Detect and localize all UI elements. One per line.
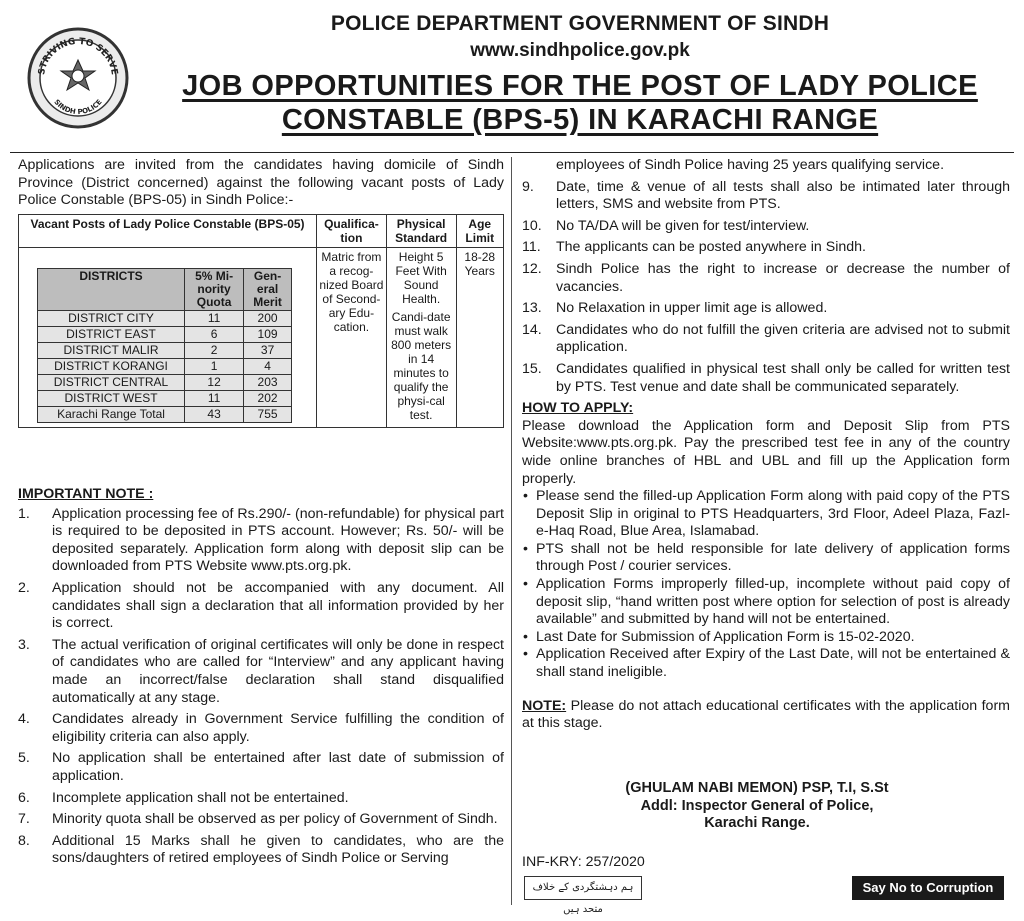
merit-value: 202 [244,391,292,407]
districts-cell [19,248,317,428]
list-item: 2. Application should not be accompanied with any document. All candidates shall sign a declaration that all information provided by her is correct. [18,579,504,632]
how-to-apply-heading: HOW TO APPLY: [522,400,634,417]
merit-value: 109 [244,327,292,343]
list-item: 1. Application processing fee of Rs.290/- (non-refundable) for physical part is required to be deposited in PTS account. However; Rs. 50/- will be deposited separately. Application form along with deposit slip can be downloaded from PTS Website www.pts.org.pk. [18,505,504,575]
list-item: 7. Minority quota shall be observed as per policy of Government of Sindh. [18,811,498,828]
signatory-designation: Addl: Inspector General of Police, [640,797,874,814]
list-item: 5. No application shall be entertained after last date of submission of application. [18,750,504,784]
table-row [38,311,292,327]
list-item: • Application Forms improperly filled-up, incomplete without paid copy of deposit slip, “hand written post where option for selection of post is already available” and submitted by hand will not be entertained. [522,576,1010,629]
list-item: • PTS shall not be held responsible for late delivery of application forms through Post / courier services. [522,541,1010,576]
minority-value: 2 [185,343,244,359]
age-limit-cell: 18-28 Years [456,248,504,428]
district-name: DISTRICT CITY [38,311,185,327]
right-column [522,157,1010,733]
say-no-to-corruption-badge: Say No to Corruption [852,876,1004,900]
general-merit-header: Gen-eral Merit [244,269,292,311]
headline-line-2: CONSTABLE (BPS-5) IN KARACHI RANGE [281,104,879,136]
merit-value: 755 [244,407,292,423]
minority-value: 11 [185,311,244,327]
list-item: 14. Candidates who do not fulfill the given criteria are advised not to submit application. [522,321,1010,356]
district-name: DISTRICT MALIR [38,343,185,359]
list-item: • Application Received after Expiry of the Last Date, will not be entertained & shall stand ineligible. [522,646,1010,681]
table-row [38,343,292,359]
list-item: 3. The actual verification of original certificates will only be done in respect of candidates who are called for “Interview” and any applicant having made an incorrect/false declaration shall stand disqualified automatically at any stage. [18,636,504,706]
list-item: 4. Candidates already in Government Service fulfilling the condition of eligibility criteria can also apply. [18,711,504,745]
note-text: Please do not attach educational certificates with the application form at this stage. [522,697,1010,732]
merit-value: 203 [244,375,292,391]
list-item: 11. The applicants can be posted anywhere in Sindh. [522,239,866,256]
headline-line-1: JOB OPPORTUNITIES FOR THE POST OF LADY POLICE [182,70,978,102]
list-item: 15. Candidates qualified in physical test shall only be called for written test by PTS. Test venue and date shall be communicated separately. [522,360,1010,395]
urdu-slogan: ہم دہشتگردی کے خلاف متحد ہیں [524,876,642,900]
table-row [38,391,292,407]
col-header-vacant-posts: Vacant Posts of Lady Police Constable (BPS-05) [19,215,317,248]
svg-text:STRIVING TO SERVE: STRIVING TO SERVE [37,36,119,76]
table-row [38,327,292,343]
physical-standard-cell [386,248,456,428]
district-name: DISTRICT KORANGI [38,359,185,375]
list-item: • Please send the filled-up Application Form along with paid copy of the PTS Deposit Slip in original to PTS Headquarters, 3rd Floor, Adeel Plaza, Fazl-e-Haq Road, Blue Area, Islamabad. [522,488,1010,541]
minority-value: 11 [185,391,244,407]
important-note-section [18,486,504,872]
department-name: POLICE DEPARTMENT GOVERNMENT OF SINDH [330,12,830,35]
minority-value: 12 [185,375,244,391]
svg-text:SINDH POLICE: SINDH POLICE [52,98,104,117]
district-name: DISTRICT WEST [38,391,185,407]
department-website: www.sindhpolice.gov.pk [470,40,690,61]
physical-standard-walk: Candi-date must walk 800 meters in 14 minutes to qualify the physi-cal test. [391,310,452,422]
intro-paragraph: Applications are invited from the candidates having domicile of Sindh Province (District concerned) against the following vacant posts of Lady Police Constable (BPS-05) in Sindh Police:- [18,157,504,209]
col-header-physical-standard: Physical Standard [386,215,456,248]
list-item: 6. Incomplete application shall not be entertained. [18,789,349,806]
vacant-posts-table [18,214,504,428]
table-row [38,359,292,375]
districts-table [37,268,292,423]
signature-block [522,780,992,833]
minority-value: 6 [185,327,244,343]
signatory-name: (GHULAM NABI MEMON) PSP, T.I, S.St [625,780,889,796]
list-item: • Last Date for Submission of Application Form is 15-02-2020. [522,629,1010,647]
how-to-apply-intro: Please download the Application form and Deposit Slip from PTS Website:www.pts.org.pk. Pay the prescribed test fee in any of the country wide online branches of HBL and UBL and fill up the Application form properly. [522,417,1010,487]
merit-value: 4 [244,359,292,375]
districts-header: DISTRICTS [38,269,185,311]
physical-standard-height: Height 5 Feet With Sound Health. [395,250,447,306]
column-divider [511,157,512,905]
merit-value: 37 [244,343,292,359]
signatory-range: Karachi Range. [704,815,810,831]
important-note-heading: IMPORTANT NOTE : [18,486,154,502]
list-item: 12. Sindh Police has the right to increase or decrease the number of vacancies. [522,260,1010,295]
list-item: 8. Additional 15 Marks shall he given to candidates, who are the sons/daughters of retired employees of Sindh Police or Serving [18,832,504,867]
header-divider [10,152,1014,153]
minority-value: 43 [185,407,244,423]
district-name: DISTRICT CENTRAL [38,375,185,391]
merit-value: 200 [244,311,292,327]
district-name: DISTRICT EAST [38,327,185,343]
minority-quota-header: 5% Mi-nority Quota [185,269,244,311]
qualification-cell: Matric from a recog-nized Board of Second-ary Edu-cation. [317,248,387,428]
list-item: 13. No Relaxation in upper limit age is allowed. [522,300,828,317]
minority-value: 1 [185,359,244,375]
list-item: 10. No TA/DA will be given for test/interview. [522,217,810,234]
col-header-qualification: Qualifica-tion [317,215,387,248]
reference-number: INF-KRY: 257/2020 [522,854,645,870]
police-seal-logo [26,26,130,130]
item-8-continued: employees of Sindh Police having 25 years qualifying service. [556,157,945,173]
note-paragraph [522,698,1010,733]
table-row-total [38,407,292,423]
table-row [38,375,292,391]
district-name: Karachi Range Total [38,407,185,423]
note-label: NOTE: [522,697,567,714]
col-header-age-limit: Age Limit [456,215,504,248]
list-item: 9. Date, time & venue of all tests shall also be intimated later through letters, SMS and website from PTS. [522,178,1010,213]
